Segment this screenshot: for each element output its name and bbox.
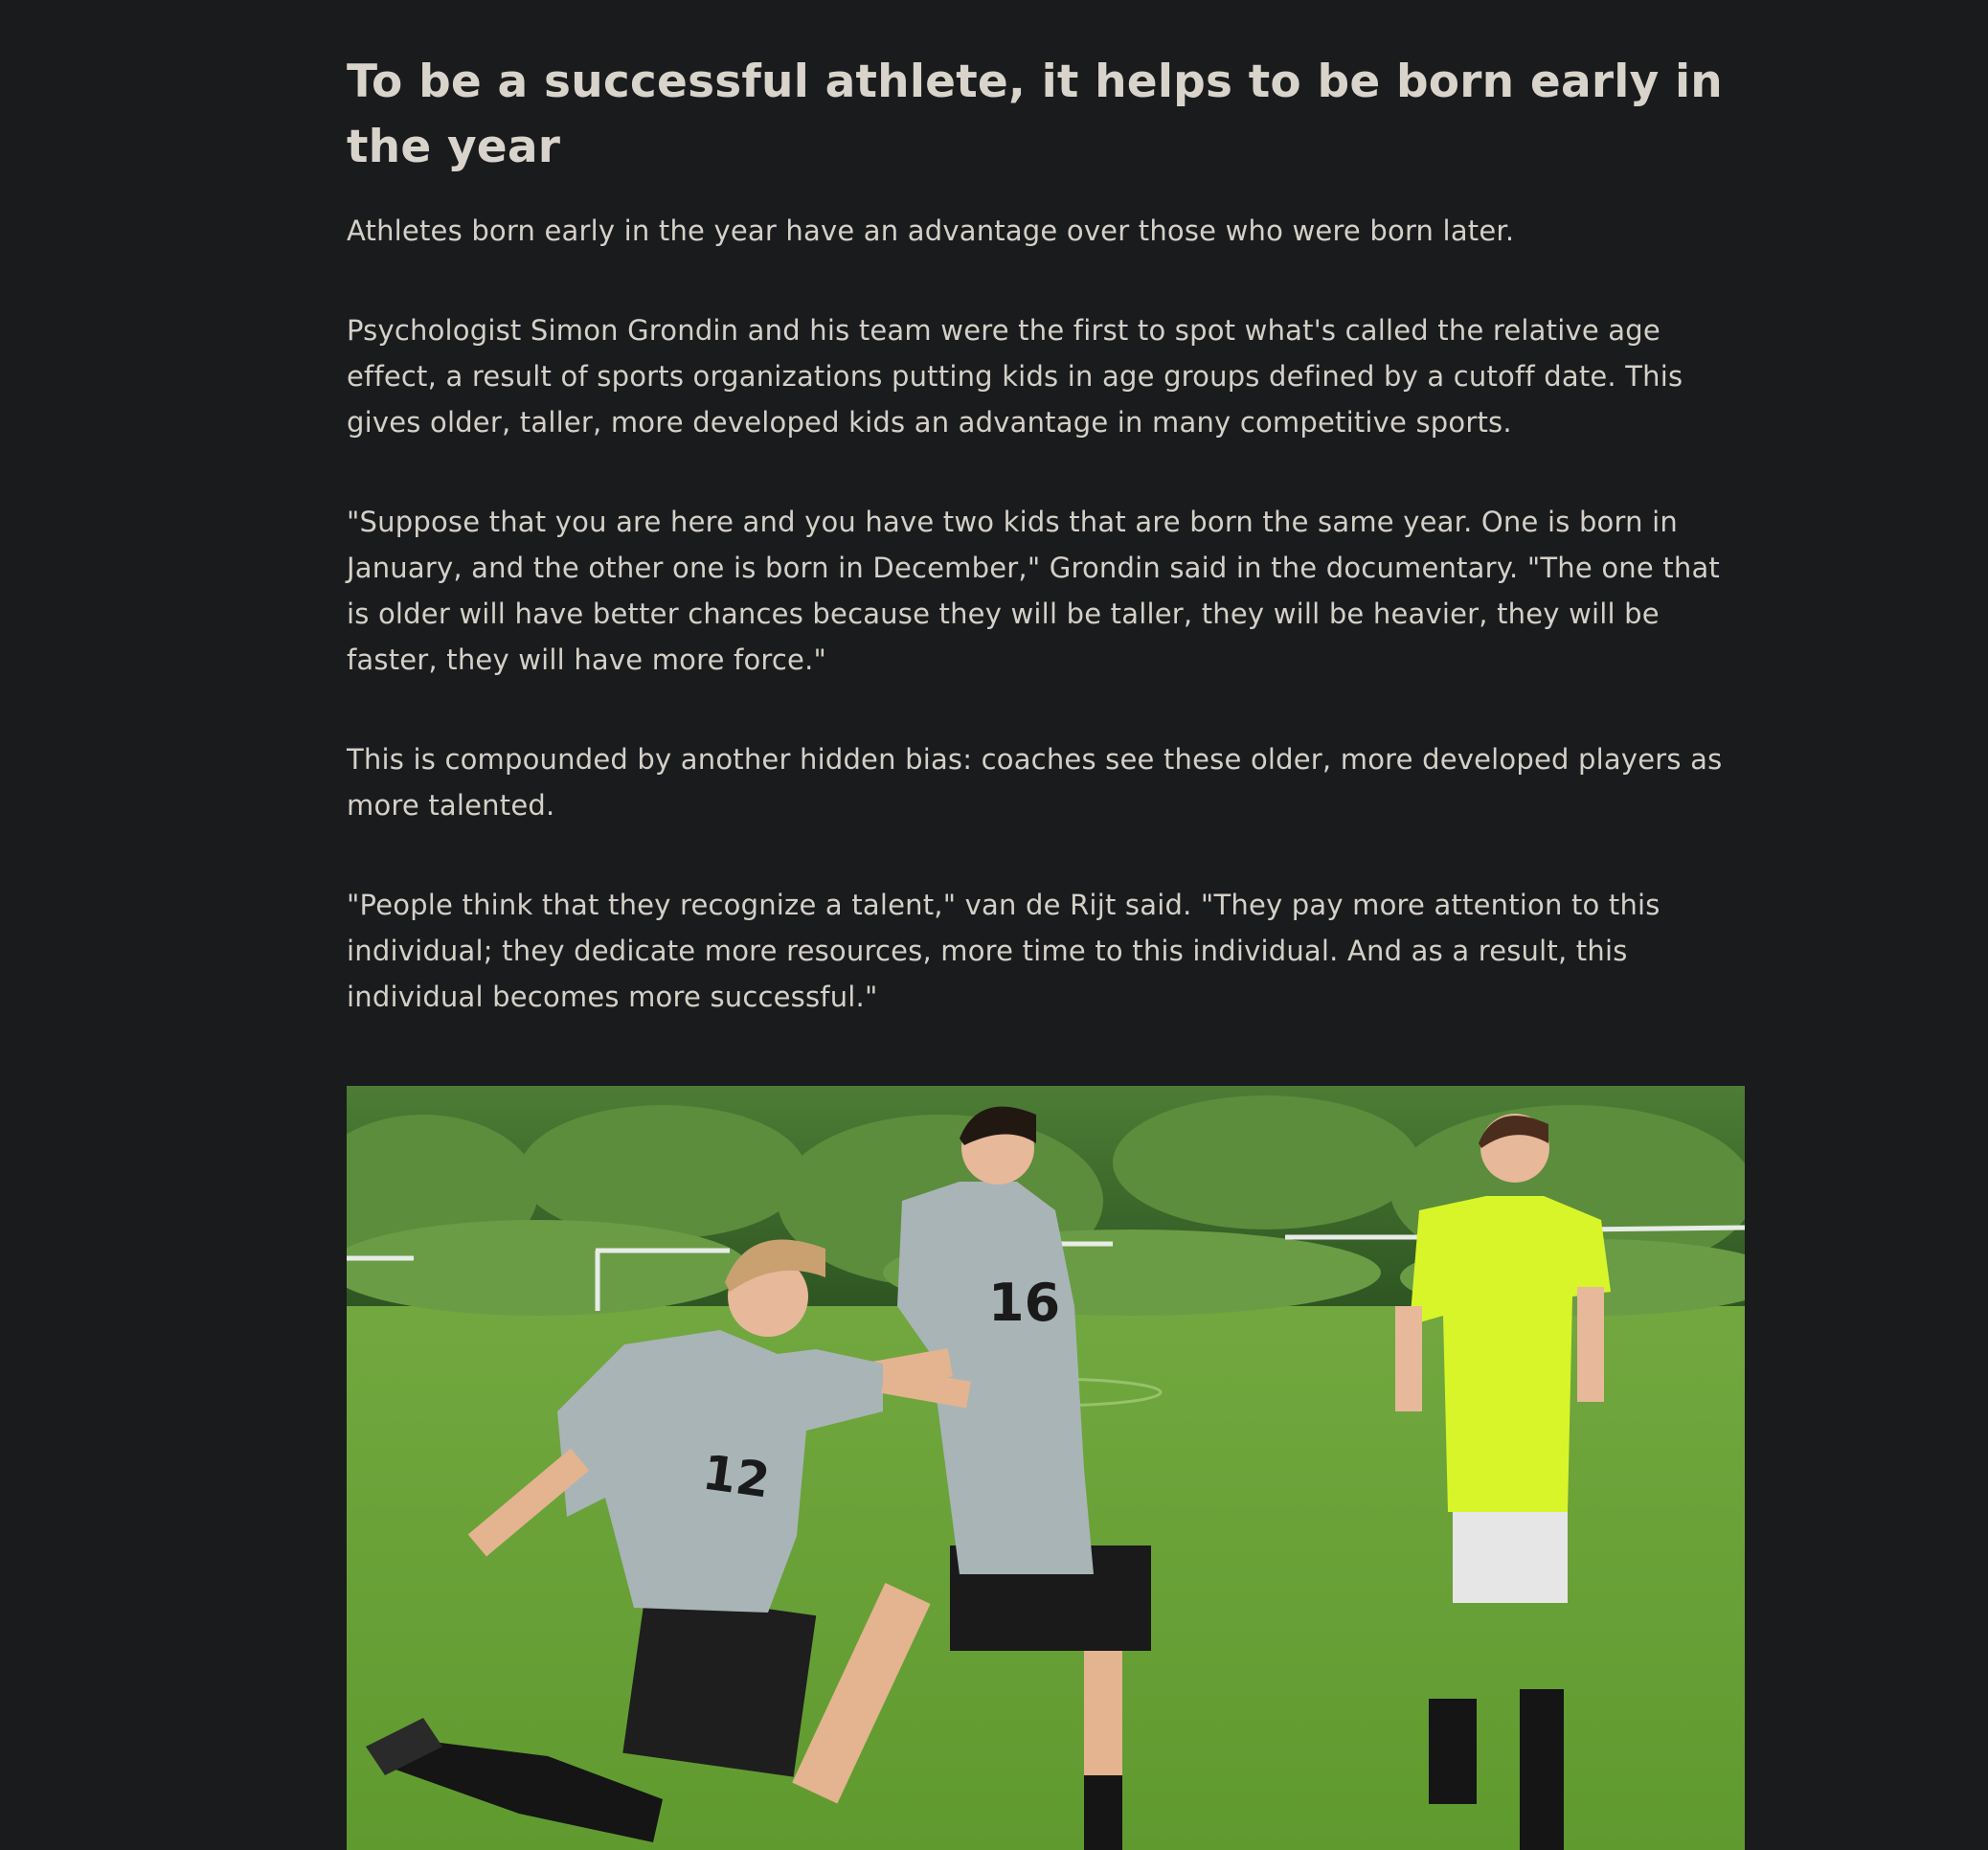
- article-paragraph: This is compounded by another hidden bias: coaches see these older, more developed players as more talented.: [347, 743, 1723, 822]
- article: [347, 50, 1745, 1073]
- article-photo-youth-soccer: [347, 1086, 1745, 1850]
- jersey-number-16: 16: [988, 1273, 1061, 1333]
- article-paragraph: Athletes born early in the year have an advantage over those who were born later.: [347, 214, 1515, 247]
- article-paragraph: "People think that they recognize a talent," van de Rijt said. "They pay more attention to this individual; they dedicate more resources, more time to this individual. And as a result, this individual becomes more successful.": [347, 889, 1660, 1013]
- article-body: [347, 208, 1745, 1020]
- article-paragraph: "Suppose that you are here and you have two kids that are born the same year. One is born in January, and the other one is born in December," Grondin said in the documentary. "The one that is older will have better chances because they will be taller, they will be heavier, they will be faster, they will have more force.": [347, 506, 1720, 676]
- jersey-number-12: 12: [699, 1444, 774, 1509]
- article-paragraph: Psychologist Simon Grondin and his team were the first to spot what's called the relative age effect, a result of sports organizations putting kids in age groups defined by a cutoff date. This gives older, taller, more developed kids an advantage in many competitive sports.: [347, 314, 1683, 439]
- photo-illustration: [347, 1086, 1745, 1850]
- article-headline: To be a successful athlete, it helps to be born early in the year: [347, 56, 1723, 173]
